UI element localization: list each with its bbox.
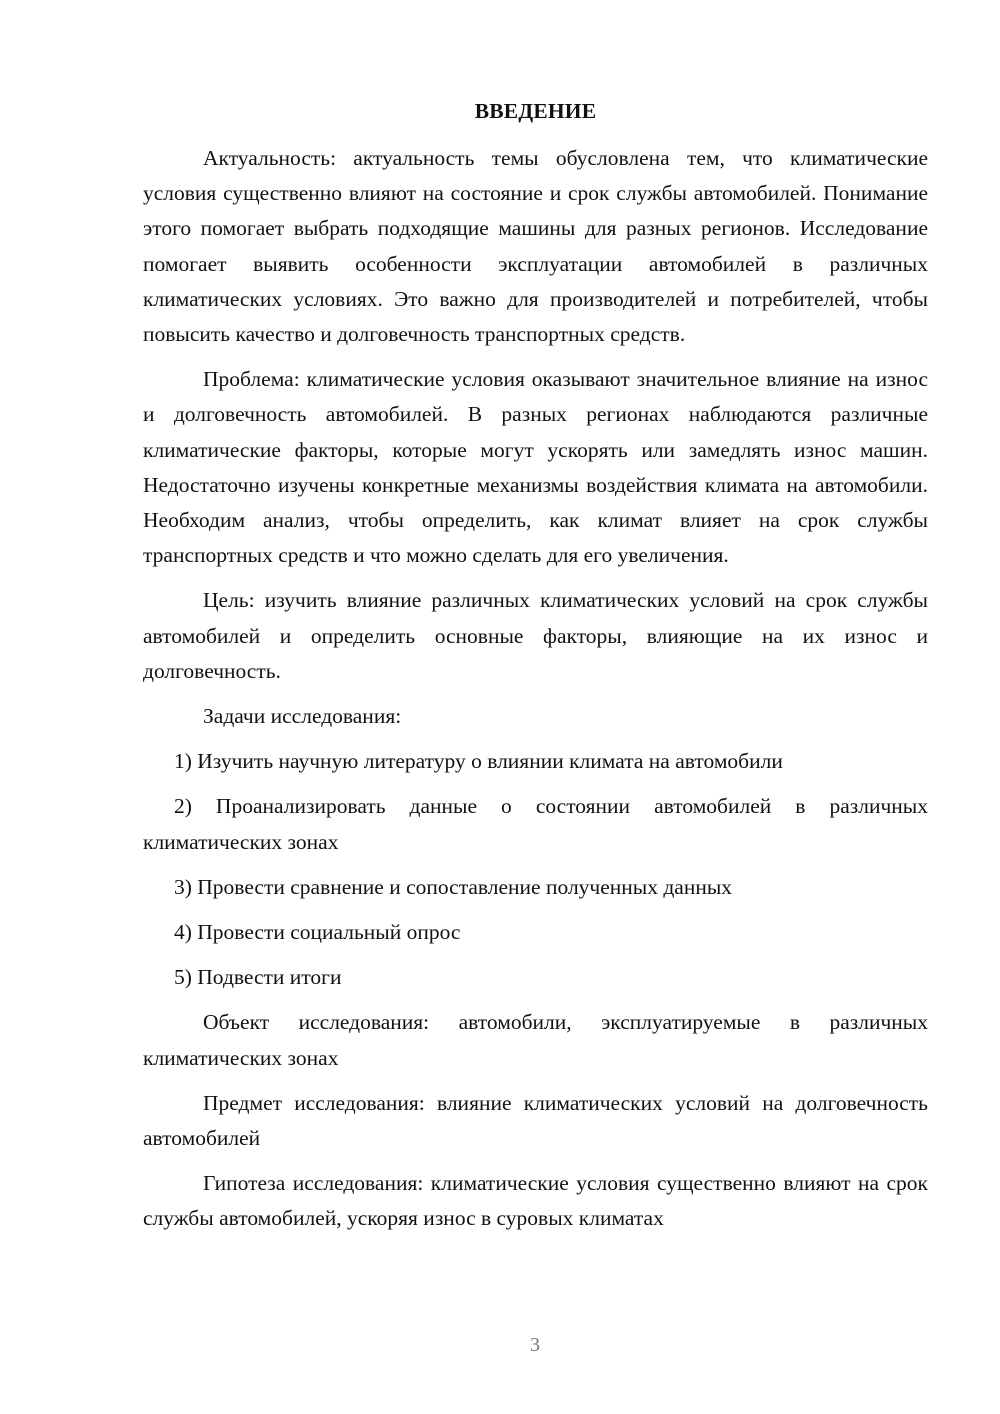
task-item-2: 2) Проанализировать данные о состоянии автомобилей в различных климатических зонах bbox=[143, 794, 928, 854]
paragraph-object: Объект исследования: автомобили, эксплуатируемые в различных климатических зонах bbox=[143, 1010, 928, 1070]
paragraph-subject: Предмет исследования: влияние климатических условий на долговечность автомобилей bbox=[143, 1090, 928, 1151]
paragraph-problem: Проблема: климатические условия оказывают значительное влияние на износ и долговечность автомобилей. В разных регионах наблюдаются различные климатические факторы, которые могут ускорять или замедлять износ машин. Недостаточно изучены конкретные механизмы воздействия климата на автомобили. Необходим анализ, чтобы определить, как климат влияет на срок службы транспортных средств и что можно сделать для его увеличения. bbox=[143, 367, 928, 568]
task-item-4: 4) Провести социальный опрос bbox=[174, 920, 461, 945]
paragraph-goal: Цель: изучить влияние различных климатических условий на срок службы автомобилей и определить основные факторы, влияющие на их износ и долговечность. bbox=[143, 588, 928, 683]
task-item-1: 1) Изучить научную литературу о влиянии климата на автомобили bbox=[174, 749, 783, 774]
task-item-3: 3) Провести сравнение и сопоставление полученных данных bbox=[174, 874, 733, 899]
document-page bbox=[143, 94, 928, 1247]
paragraph-hypothesis: Гипотеза исследования: климатические условия существенно влияют на срок службы автомобилей, ускоряя износ в суровых климатах bbox=[143, 1171, 928, 1231]
page-number: 3 bbox=[530, 1334, 540, 1356]
task-item-5: 5) Подвести итоги bbox=[174, 965, 342, 990]
paragraph-relevance: Актуальность: актуальность темы обусловлена тем, что климатические условия существенно влияют на состояние и срок службы автомобилей. Понимание этого помогает выбрать подходящие машины для разных регионов. Исследование помогает выявить особенности эксплуатации автомобилей в различных климатических условиях. Это важно для производителей и потребителей, чтобы повысить качество и долговечность транспортных средств. bbox=[143, 146, 928, 347]
tasks-heading: Задачи исследования: bbox=[203, 704, 402, 729]
page-title: ВВЕДЕНИЕ bbox=[474, 99, 597, 123]
